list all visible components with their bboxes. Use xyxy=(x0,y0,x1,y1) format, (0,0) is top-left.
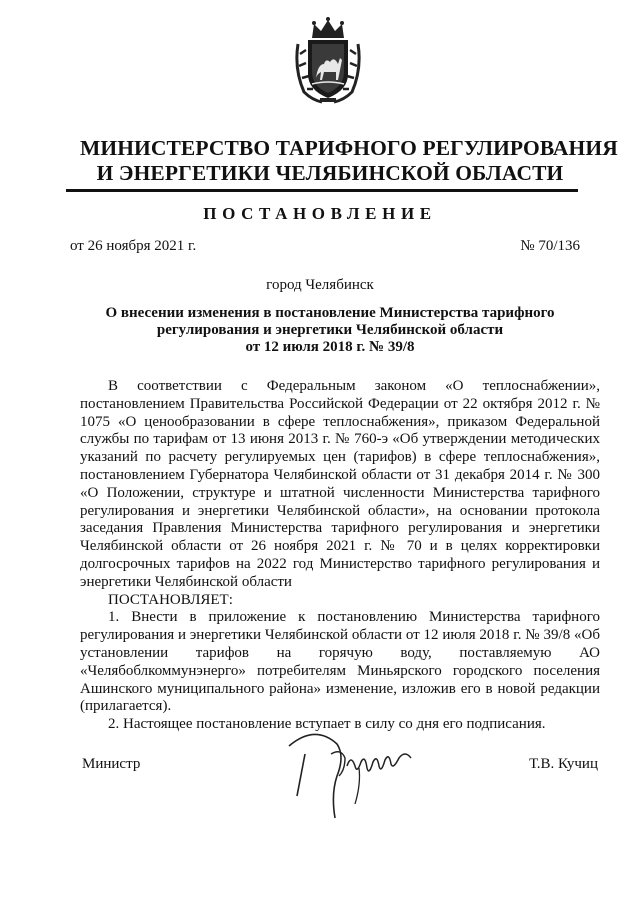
signer-name: Т.В. Кучиц xyxy=(529,756,598,772)
subject-line: регулирования и энергетики Челябинской области xyxy=(156,322,504,338)
ministry-name xyxy=(80,136,618,186)
resolves-heading: ПОСТАНОВЛЯЕТ: xyxy=(108,591,233,608)
ministry-name-line2: И ЭНЕРГЕТИКИ ЧЕЛЯБИНСКОЙ ОБЛАСТИ xyxy=(96,161,564,185)
preamble-paragraph: В соответствии с Федеральным законом «О теплоснабжении», постановлением Правительства Российской Федерации от 22 октября 2012 г. № 1075 «О ценообразовании в сфере теплоснабжения», приказом Федеральной службы по тарифам от 13 июня 2013 г. № 760-э «Об утверждении методических указаний по расчету регулируемых цен (тарифов) в сфере теплоснабжения», постановлением Губернатора Челябинской области от 31 декабря 2014 г. № 300 «О Положении, структуре и штатной численности Министерства тарифного регулирования и энергетики Челябинской области», на основании протокола заседания Правления Министерства тарифного регулирования и энергетики Челябинской области от 26 ноября 2021 г. № 70 и в целях корректировки долгосрочных тарифов на 2022 год Министерство тарифного регулирования и энергетики Челябинской области xyxy=(80,378,600,590)
document-date: от 26 ноября 2021 г. xyxy=(70,238,197,254)
header-divider xyxy=(66,189,578,192)
document-number: № 70/136 xyxy=(520,238,580,254)
document-body xyxy=(80,378,600,734)
document-subject xyxy=(80,305,580,356)
subject-line: от 12 июля 2018 г. № 39/8 xyxy=(245,339,415,355)
coat-of-arms-icon xyxy=(294,14,362,104)
handwritten-signature xyxy=(275,714,435,824)
subject-line: О внесении изменения в постановление Министерства тарифного xyxy=(105,305,555,321)
item-1-paragraph: 1. Внести в приложение к постановлению Министерства тарифного регулирования и энергетики Челябинской области от 12 июля 2018 г. № 39/8 «Об установлении тарифов на горячую воду, поставляемую АО «Челябоблкоммунэнерго» потребителям Миньярского городского поселения Ашинского муниципального района» изменение, изложив его в новой редакции (прилагается). xyxy=(80,609,600,715)
item-2-paragraph: 2. Настоящее постановление вступает в силу со дня его подписания. xyxy=(108,716,546,733)
signer-title: Министр xyxy=(82,756,141,772)
document-type: ПОСТАНОВЛЕНИЕ xyxy=(203,204,437,223)
ministry-name-line1: МИНИСТЕРСТВО ТАРИФНОГО РЕГУЛИРОВАНИЯ xyxy=(80,136,618,160)
document-city: город Челябинск xyxy=(266,277,374,293)
